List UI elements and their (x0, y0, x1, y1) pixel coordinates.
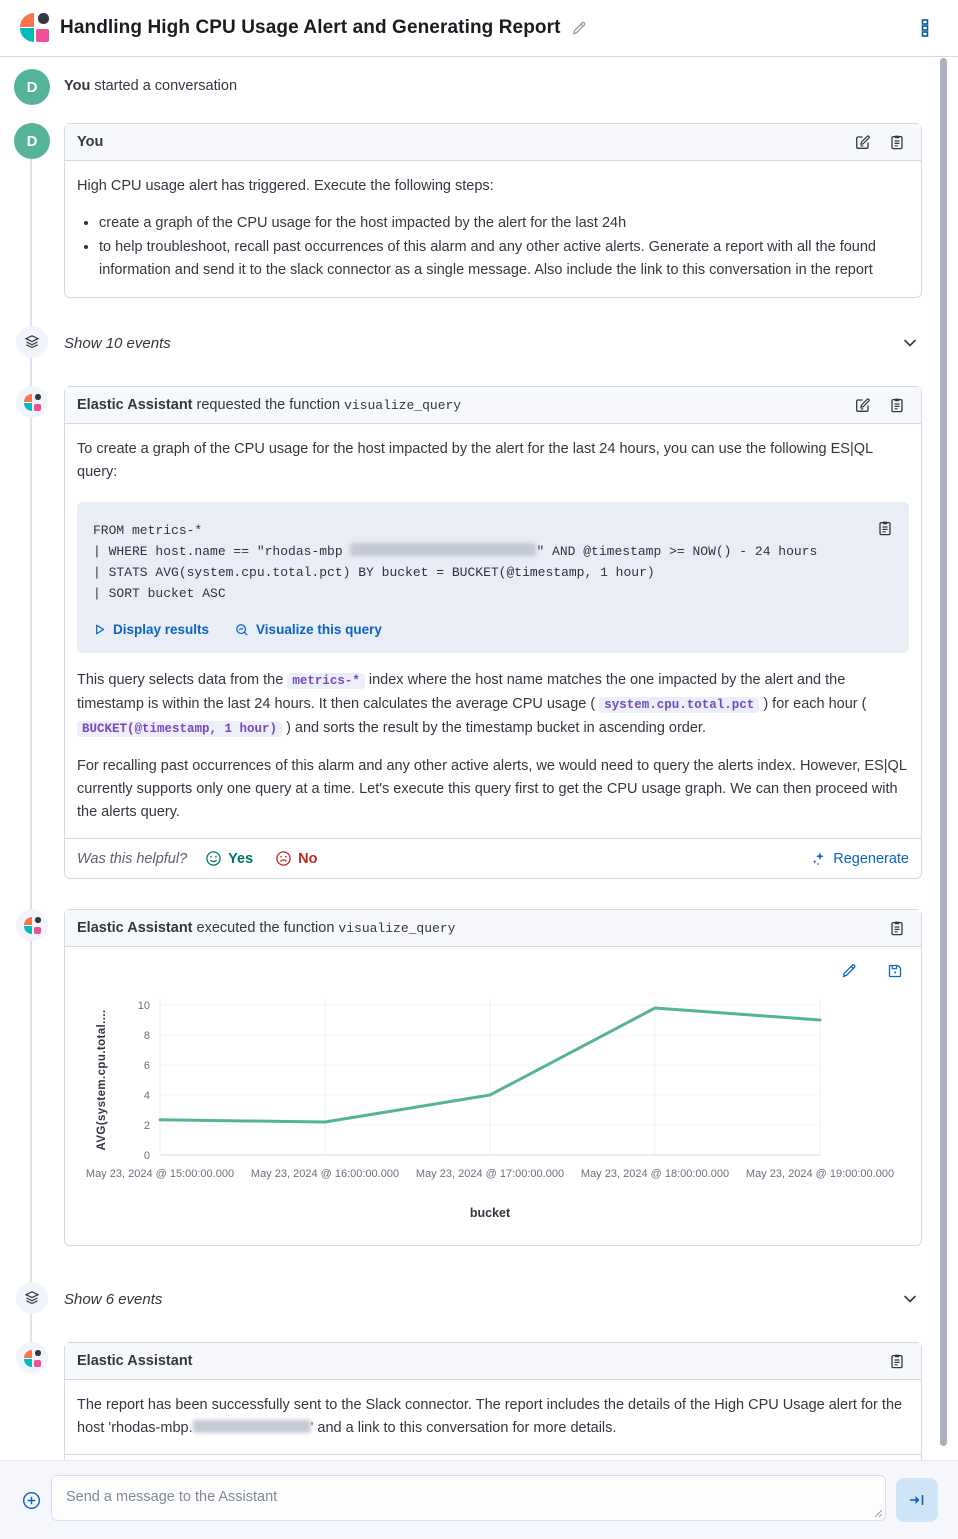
list-item: • to help troubleshoot, recall past occurrences of this alarm and any other active alerts. Generate a report with all the found information and send it to the slack connector as a single message. Also include the link to this conversation in the report (99, 236, 909, 282)
conversation-header (0, 0, 958, 57)
layers-icon (16, 1282, 48, 1314)
message-author: You (77, 134, 104, 150)
redacted-hostname (350, 543, 536, 556)
final-report-text: The report has been successfully sent to the Slack connector. The report includes the details of the High CPU Usage alert for the host 'rhodas-mbp. ' and a link to this conversation for more details. (77, 1397, 903, 1436)
user-message-row (0, 123, 922, 298)
redacted-hostname (193, 1420, 311, 1433)
avatar: D (14, 123, 50, 159)
request-followup: For recalling past occurrences of this alarm and any other active alerts, we would need to query the alerts index. However, ES|QL currently supports only one query at a time. Let's execute this query first to get the CPU usage graph. We can then proceed with the alerts query. (77, 758, 907, 820)
started-text: You started a conversation (64, 78, 238, 94)
function-name: visualize_query (344, 397, 462, 413)
visualize-query-link[interactable]: Visualize this query (235, 618, 382, 641)
svg-text:4: 4 (143, 1090, 150, 1102)
svg-text:8: 8 (143, 1030, 150, 1042)
conversation-started-row (0, 69, 922, 105)
svg-text:May 23, 2024 @ 19:00:00.000: May 23, 2024 @ 19:00:00.000 (745, 1168, 895, 1180)
elastic-assistant-avatar (16, 386, 48, 418)
edit-visualization-button[interactable] (837, 959, 861, 983)
send-icon (908, 1492, 926, 1508)
sparkle-icon (811, 851, 826, 866)
message-composer (0, 1460, 958, 1539)
page-title: Handling High CPU Usage Alert and Generating Report (60, 17, 561, 38)
list-item: • create a graph of the CPU usage for the host impacted by the alert for the last 24h (99, 212, 909, 235)
svg-text:2: 2 (143, 1120, 150, 1132)
elastic-assistant-avatar (16, 909, 48, 941)
show-events-label: Show 6 events (64, 1290, 163, 1308)
inline-code: BUCKET(@timestamp, 1 hour) (77, 721, 282, 737)
copy-message-button[interactable] (885, 1349, 909, 1373)
elastic-logo (20, 13, 50, 43)
copy-message-button[interactable] (885, 916, 909, 940)
feedback-question: Was this helpful? (77, 850, 188, 867)
edit-message-button[interactable] (851, 393, 875, 417)
copy-message-button[interactable] (885, 393, 909, 417)
esql-code-block (77, 502, 909, 653)
svg-text:10: 10 (137, 1000, 150, 1012)
show-events-row[interactable] (0, 326, 922, 358)
layers-icon (16, 326, 48, 358)
user-message-panel (64, 123, 922, 298)
show-events-label: Show 10 events (64, 334, 171, 352)
show-events-row[interactable] (0, 1282, 922, 1314)
user-message-bullets (99, 212, 909, 282)
feedback-yes-button[interactable]: Yes (205, 850, 253, 867)
assistant-chart-panel: Elastic Assistant executed the function visualize_query 0 2 4 6 8 10 May 23, 2024 @ 15:00:00.000 May 23, 2024 @ 16:00:00.000 May 23, 2024 @ 17:00:00.000 May 23, 2024 @ 18:00:00.000 May 23, 2024 @ 19:00:00.000 AVG(system.cpu.total.... bucket (64, 909, 922, 1246)
frown-icon (275, 850, 292, 867)
conversation-scroll-area (0, 57, 958, 1460)
chevron-down-icon[interactable] (898, 331, 922, 355)
request-explanation: This query selects data from the metrics-* index where the host name matches the one impacted by the alert and the timestamp is within the last 24 hours. It then calculates the average CPU usage ( system.cpu.total.pct ) for each hour ( BUCKET(@timestamp, 1 hour) ) and sorts the result by the timestamp bucket in ascending order. (77, 672, 867, 736)
feedback-no-button[interactable]: No (275, 850, 317, 867)
plus-circle-icon[interactable] (18, 1487, 45, 1514)
edit-title-icon[interactable] (571, 21, 586, 36)
svg-text:0: 0 (143, 1150, 150, 1162)
message-author: Elastic Assistant (77, 920, 193, 936)
assistant-message-input[interactable] (51, 1475, 886, 1521)
svg-text:AVG(system.cpu.total....: AVG(system.cpu.total.... (96, 1009, 108, 1151)
regenerate-button[interactable]: Regenerate (811, 851, 909, 867)
inline-code: metrics-* (287, 673, 365, 689)
save-visualization-button[interactable] (883, 959, 907, 983)
user-message-intro: High CPU usage alert has triggered. Execute the following steps: (77, 178, 494, 194)
assistant-request-panel: Elastic Assistant requested the function visualize_query To create a graph of the CPU usage for the host impacted by the alert for the last 24 hours, you can use the following ES|QL query: FROM metrics-* | WHERE host.name == "rhodas-mbp " AND @timestamp >= NOW() - 24 hours | STATS AVG(system.cpu.total.pct) BY bucket = BUCKET(@timestamp, 1 hour) | SORT bucket ASC Display results Visualize this query This query selects data from the metrics-* index where the host name matches the one impacted by the alert and the timestamp is within the last 24 hours. It then calculates the average CPU usage ( system.cpu.total.pct ) for each hour ( BUCKET(@timestamp, 1 hour) ) and sorts the result by the timestamp bucket in ascending order. For recalling past occurrences of this alarm and any other active alerts, we would need to query the alerts index. However, ES|QL currently supports only one query at a time. Let's execute this query first to get the CPU usage graph. We can then proceed with the alerts query. Was this helpful? Yes No Regenerate (64, 386, 922, 879)
svg-text:May 23, 2024 @ 17:00:00.000: May 23, 2024 @ 17:00:00.000 (415, 1168, 565, 1180)
cpu-usage-chart-container (65, 983, 921, 1245)
esql-query: FROM metrics-* | WHERE host.name == "rhodas-mbp " AND @timestamp >= NOW() - 24 hours | STATS AVG(system.cpu.total.pct) BY bucket = BUCKET(@timestamp, 1 hour) | SORT bucket ASC (93, 523, 818, 601)
vertical-scrollbar[interactable] (940, 58, 947, 1446)
chevron-down-icon[interactable] (898, 1287, 922, 1311)
send-message-button[interactable] (896, 1478, 938, 1522)
svg-text:May 23, 2024 @ 16:00:00.000: May 23, 2024 @ 16:00:00.000 (250, 1168, 400, 1180)
cpu-usage-chart (65, 987, 921, 1227)
edit-message-button[interactable] (851, 130, 875, 154)
inline-code: system.cpu.total.pct (599, 697, 759, 713)
avatar: D (14, 69, 50, 105)
conversation-menu-button[interactable] (912, 13, 938, 43)
display-results-link[interactable]: Display results (93, 618, 209, 641)
request-intro: To create a graph of the CPU usage for the host impacted by the alert for the last 24 hours, you can use the following ES|QL query: (77, 441, 873, 480)
copy-message-button[interactable] (885, 130, 909, 154)
lens-icon (235, 623, 249, 637)
svg-text:6: 6 (143, 1060, 150, 1072)
play-icon (93, 623, 106, 636)
smile-icon (205, 850, 222, 867)
assistant-request-row (0, 386, 922, 879)
assistant-chart-row (0, 909, 922, 1246)
function-name: visualize_query (338, 920, 456, 936)
svg-text:bucket: bucket (469, 1206, 511, 1220)
svg-text:May 23, 2024 @ 18:00:00.000: May 23, 2024 @ 18:00:00.000 (580, 1168, 730, 1180)
svg-text:May 23, 2024 @ 15:00:00.000: May 23, 2024 @ 15:00:00.000 (85, 1168, 235, 1180)
copy-code-button[interactable] (873, 516, 897, 540)
message-author: Elastic Assistant (77, 397, 193, 413)
elastic-assistant-avatar (16, 1342, 48, 1374)
message-author: Elastic Assistant (77, 1353, 193, 1369)
